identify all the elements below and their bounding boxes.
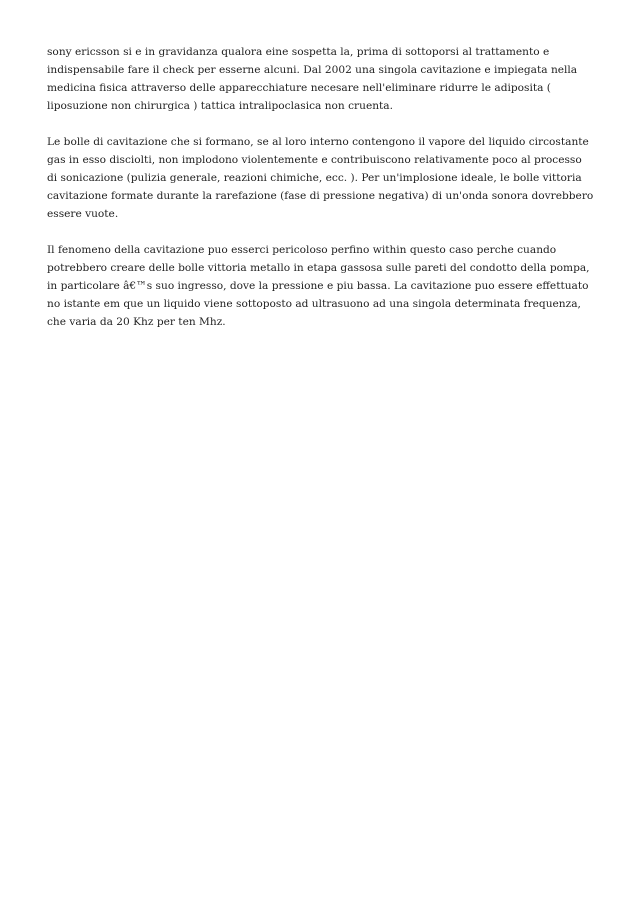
document-body <box>47 43 595 349</box>
paragraph-3: Il fenomeno della cavitazione puo esserci pericoloso perfino within questo caso perche cuando potrebbero creare delle bolle vittoria metallo in etapa gassosa sulle pareti del condotto della pompa, in particolare â€™s suo ingresso, dove la pressione e piu bassa. La cavitazione puo essere effettuato no istante em que un liquido viene sottoposto ad ultrasuono ad una singola determinata frequenza, che varia da 20 Khz per ten Mhz. <box>47 244 590 328</box>
paragraph-2: Le bolle di cavitazione che si formano, se al loro interno contengono il vapore del liquido circostante gas in esso disciolti, non implodono violentemente e contribuiscono relativamente poco al processo di sonicazione (pulizia generale, reazioni chimiche, ecc. ). Per un'implosione ideale, le bolle vittoria cavitazione formate durante la rarefazione (fase di pressione negativa) di un'onda sonora dovrebbero essere vuote. <box>47 136 594 220</box>
paragraph-1: sony ericsson si e in gravidanza qualora eine sospetta la, prima di sottoporsi al trattamento e indispensabile fare il check per esserne alcuni. Dal 2002 una singola cavitazione e impiegata nella medicina fisica attraverso delle apparecchiature necesare nell'eliminare ridurre le adiposita ( liposuzione non chirurgica ) tattica intralipoclasica non cruenta. <box>47 46 578 112</box>
